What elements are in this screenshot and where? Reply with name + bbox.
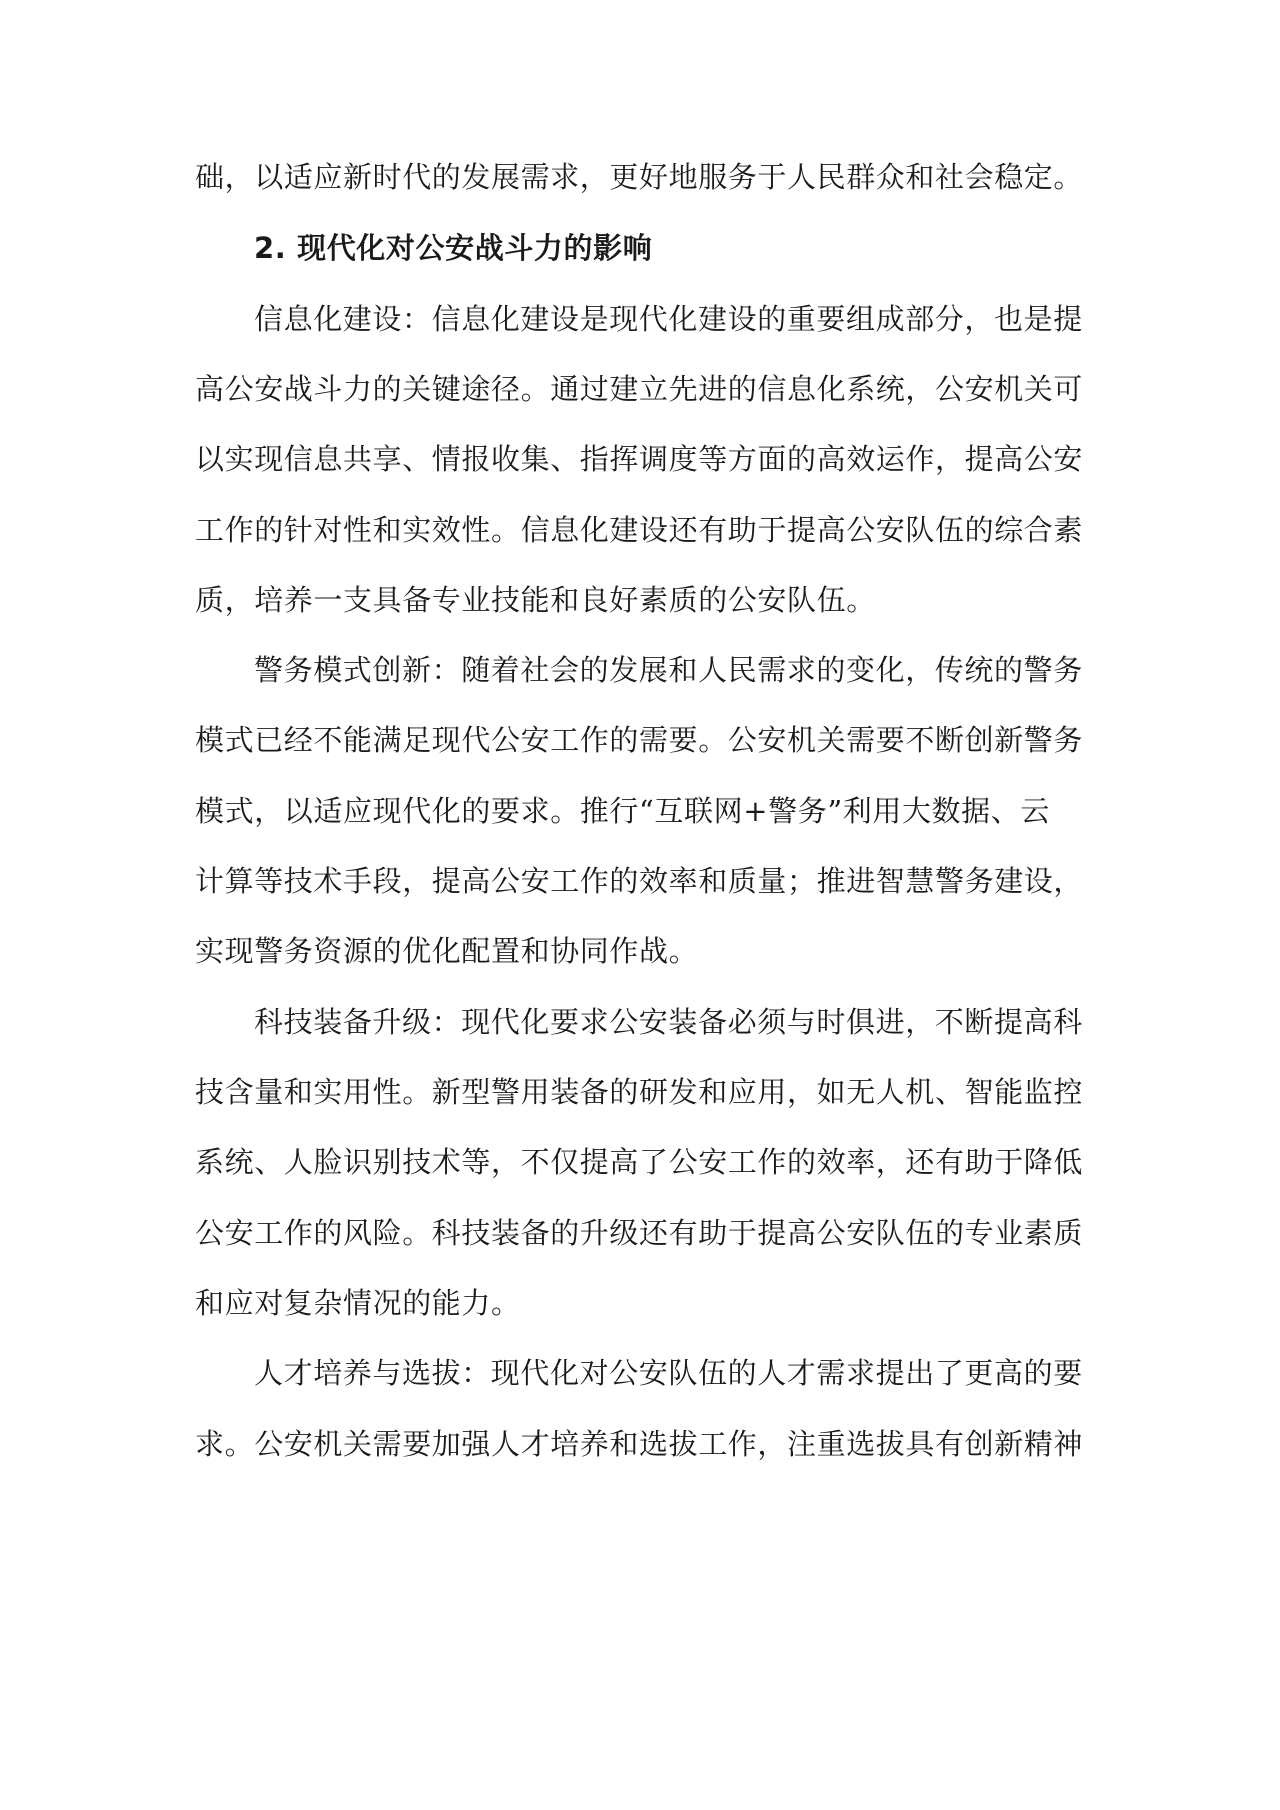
text-line: 求。公安机关需要加强人才培养和选拔工作，注重选拔具有创新精神 (195, 1427, 1084, 1461)
text-line: 高公安战斗力的关键途径。通过建立先进的信息化系统，公安机关可 (195, 372, 1084, 406)
paragraph-first-line: 人才培养与选拔：现代化对公安队伍的人才需求提出了更高的要 (254, 1356, 1083, 1390)
text-line: 系统、人脸识别技术等，不仅提高了公安工作的效率，还有助于降低 (195, 1145, 1084, 1179)
text-line: 以实现信息共享、情报收集、指挥调度等方面的高效运作，提高公安 (195, 442, 1084, 476)
section-heading: 2. 现代化对公安战斗力的影响 (254, 231, 653, 265)
paragraph-first-line: 警务模式创新：随着社会的发展和人民需求的变化，传统的警务 (254, 653, 1083, 687)
text-line: 技含量和实用性。新型警用装备的研发和应用，如无人机、智能监控 (195, 1075, 1084, 1109)
text-line: 模式，以适应现代化的要求。推行“互联网+警务”利用大数据、云 (195, 794, 1050, 828)
text-line: 工作的针对性和实效性。信息化建设还有助于提高公安队伍的综合素 (195, 513, 1084, 547)
text-line: 公安工作的风险。科技装备的升级还有助于提高公安队伍的专业素质 (195, 1216, 1084, 1250)
text-line: 质，培养一支具备专业技能和良好素质的公安队伍。 (195, 583, 876, 617)
text-line: 实现警务资源的优化配置和协同作战。 (195, 934, 699, 968)
text-line: 模式已经不能满足现代公安工作的需要。公安机关需要不断创新警务 (195, 723, 1084, 757)
paragraph-first-line: 科技装备升级：现代化要求公安装备必须与时俱进，不断提高科 (254, 1005, 1083, 1039)
paragraph-first-line: 信息化建设：信息化建设是现代化建设的重要组成部分，也是提 (254, 302, 1083, 336)
text-line: 和应对复杂情况的能力。 (195, 1286, 521, 1320)
text-line: 础，以适应新时代的发展需求，更好地服务于人民群众和社会稳定。 (195, 160, 1084, 194)
text-line: 计算等技术手段，提高公安工作的效率和质量；推进智慧警务建设， (195, 864, 1084, 898)
